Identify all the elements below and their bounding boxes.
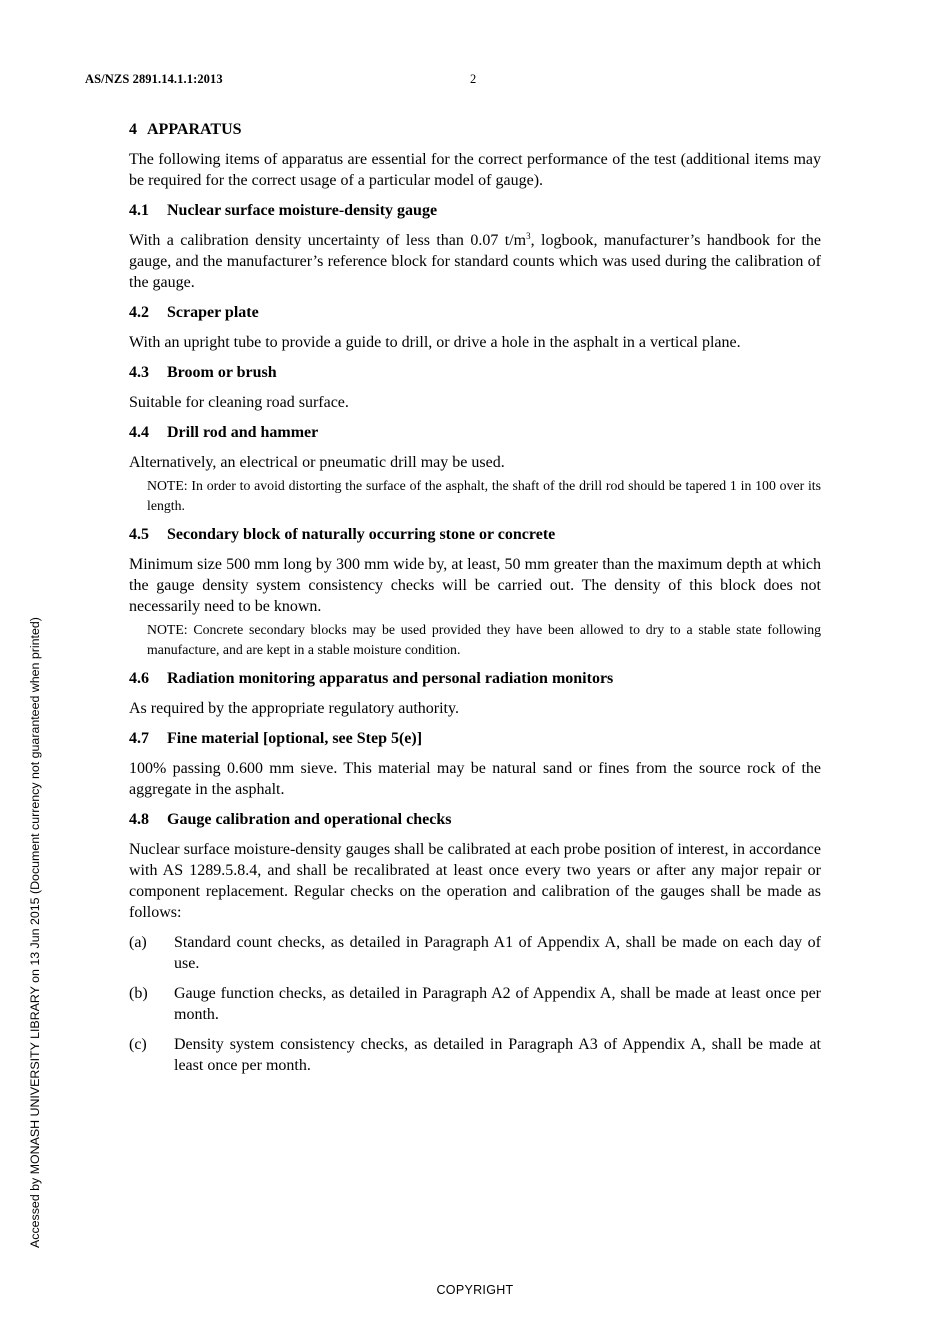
subsection-title: Nuclear surface moisture-density gauge [167, 202, 438, 219]
section-number: 4 [129, 121, 137, 138]
note-4-4: NOTE: In order to avoid distorting the surface of the asphalt, the shaft of the drill rod should be tapered 1 in 100 over its length. [147, 478, 821, 513]
subsection-number: 4.1 [129, 202, 149, 219]
subsection-number: 4.6 [129, 670, 149, 687]
list-item-text: Standard count checks, as detailed in Paragraph A1 of Appendix A, shall be made on each day of use. [174, 934, 821, 972]
subsection-number: 4.5 [129, 526, 149, 543]
list-item [129, 983, 821, 1025]
subsection-heading-4-4 [129, 422, 821, 443]
document-id: AS/NZS 2891.14.1.1:2013 [85, 72, 223, 86]
subsection-text-4-4: Alternatively, an electrical or pneumatic drill may be used. [129, 454, 505, 471]
subsection-heading-4-1 [129, 200, 821, 221]
subsection-heading-4-6 [129, 668, 821, 689]
subsection-title: Gauge calibration and operational checks [167, 811, 452, 828]
subsection-number: 4.7 [129, 730, 149, 747]
list-item [129, 932, 821, 974]
subsection-heading-4-7 [129, 728, 821, 749]
subsection-heading-4-2 [129, 302, 821, 323]
section-intro: The following items of apparatus are essential for the correct performance of the test (additional items may be required for the correct usage of a particular model of gauge). [129, 151, 821, 189]
subsection-heading-4-3 [129, 362, 821, 383]
subsection-title: Drill rod and hammer [167, 424, 319, 441]
section-heading [129, 119, 821, 140]
subsection-text-4-8: Nuclear surface moisture-density gauges shall be calibrated at each probe position of interest, in accordance with AS 1289.5.8.4, and shall be recalibrated at least once every two years or after any major repair or component replacement. Regular checks on the operation and calibration of the gauges shall be made as follows: [129, 841, 821, 921]
list-item-text: Gauge function checks, as detailed in Paragraph A2 of Appendix A, shall be made at least once per month. [174, 985, 821, 1023]
subsection-title: Secondary block of naturally occurring stone or concrete [167, 526, 556, 543]
list-item-label: (a) [129, 934, 147, 951]
subsection-text-4-2: With an upright tube to provide a guide to drill, or drive a hole in the asphalt in a vertical plane. [129, 334, 741, 351]
subsection-heading-4-5 [129, 524, 821, 545]
note-4-5: NOTE: Concrete secondary blocks may be used provided they have been allowed to dry to a stable state following manufacture, and are kept in a stable moisture condition. [147, 622, 821, 657]
subsection-text-4-3: Suitable for cleaning road surface. [129, 394, 349, 411]
subsection-title: Radiation monitoring apparatus and personal radiation monitors [167, 670, 614, 687]
list-item-label: (b) [129, 985, 148, 1002]
subsection-number: 4.4 [129, 424, 149, 441]
list-item-text: Density system consistency checks, as detailed in Paragraph A3 of Appendix A, shall be made at least once per month. [174, 1036, 821, 1074]
subsection-number: 4.3 [129, 364, 149, 381]
subsection-number: 4.2 [129, 304, 149, 321]
access-watermark: Accessed by MONASH UNIVERSITY LIBRARY on 13 Jun 2015 (Document currency not guaranteed when printed) [28, 617, 42, 1248]
subsection-title: Broom or brush [167, 364, 277, 381]
section-title: APPARATUS [147, 121, 242, 138]
superscript: 3 [526, 231, 531, 241]
list-item-label: (c) [129, 1036, 147, 1053]
subsection-text-4-6: As required by the appropriate regulatory authority. [129, 700, 459, 717]
subsection-heading-4-8 [129, 809, 821, 830]
subsection-title: Scraper plate [167, 304, 259, 321]
list-item [129, 1034, 821, 1076]
subsection-text-4-5: Minimum size 500 mm long by 300 mm wide by, at least, 50 mm greater than the maximum depth at which the gauge density system consistency checks will be carried out. The density of this block does not necessarily need to be known. [129, 556, 821, 615]
page-number: 2 [470, 72, 477, 86]
text-part: With a calibration density uncertainty of less than 0.07 t/m [129, 232, 527, 249]
subsection-number: 4.8 [129, 811, 149, 828]
subsection-text-4-1 [129, 230, 821, 293]
check-list [129, 932, 821, 1076]
page-content [129, 119, 821, 1085]
subsection-title: Fine material [optional, see Step 5(e)] [167, 730, 423, 747]
text-part: , logbook, manufacturer’s handbook for the gauge, and the manufacturer’s reference block for standard counts which was used during the calibration of the gauge. [129, 232, 822, 291]
copyright-footer: COPYRIGHT [436, 1283, 514, 1297]
subsection-text-4-7: 100% passing 0.600 mm sieve. This material may be natural sand or fines from the source rock of the aggregate in the asphalt. [129, 760, 821, 798]
